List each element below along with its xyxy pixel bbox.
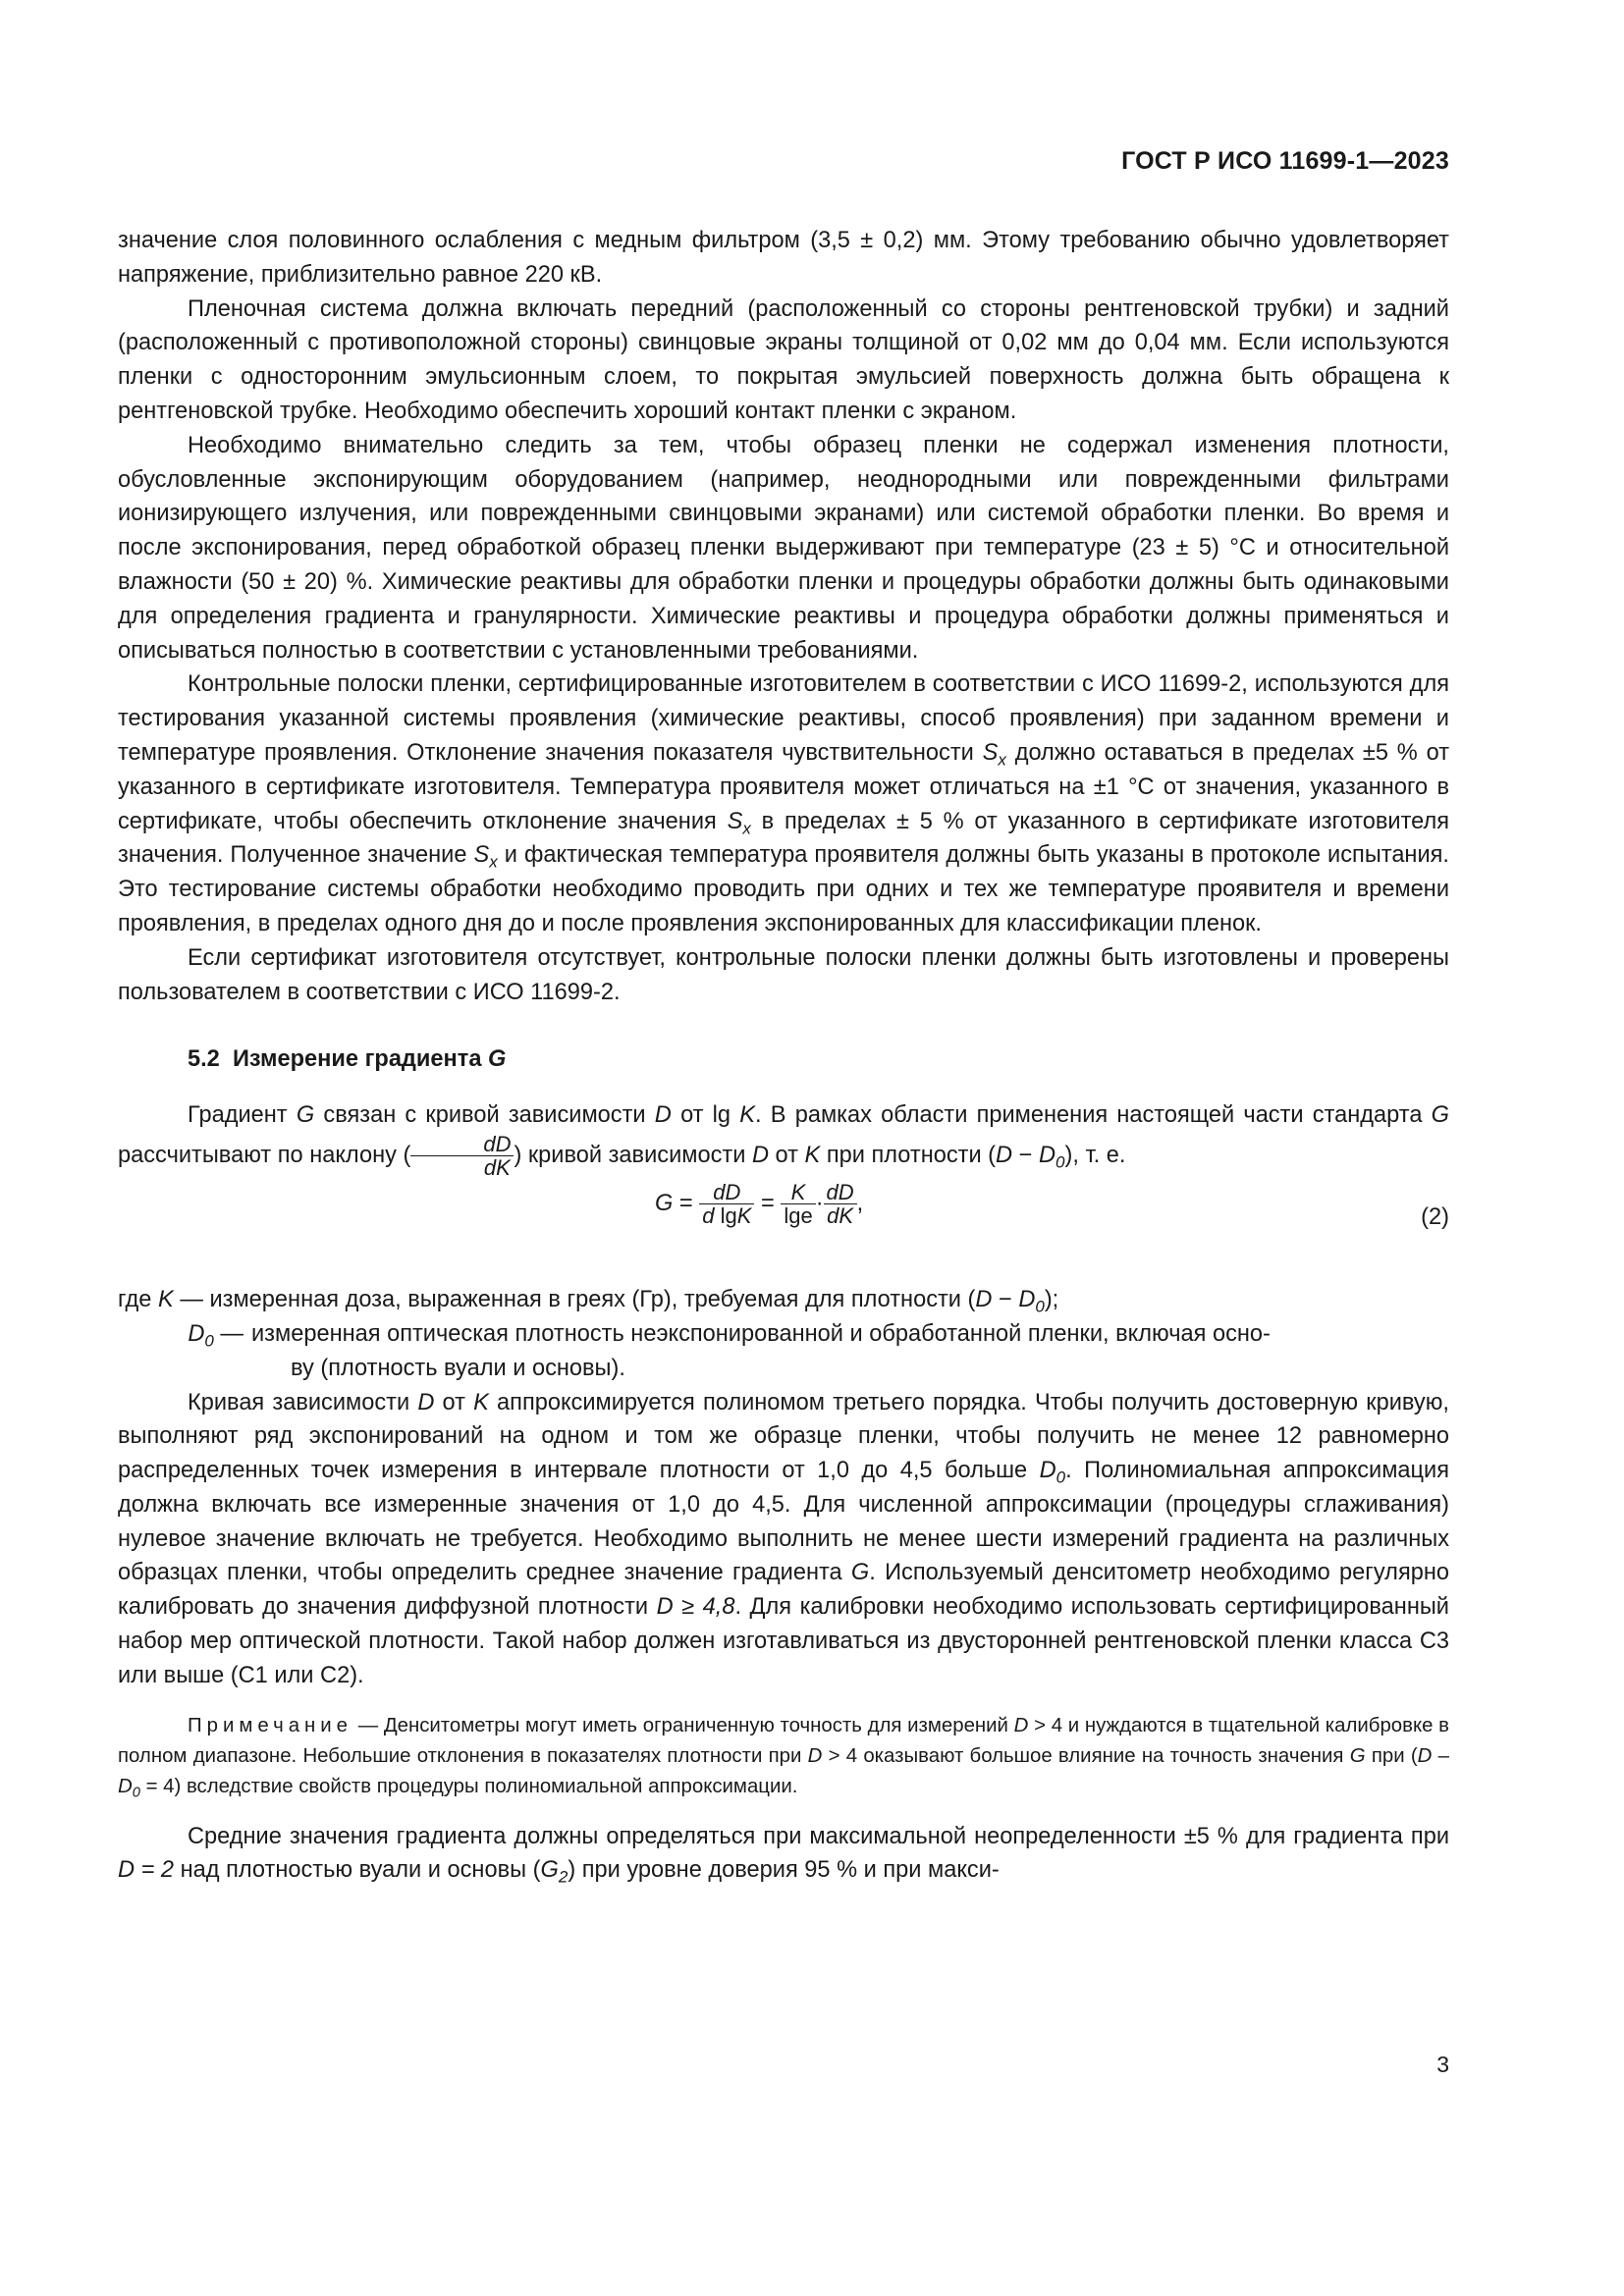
note-label: Примечание	[188, 1714, 353, 1736]
note: Примечание — Денситометры могут иметь ограниченную точность для измерений D > 4 и нуждаются в тщательной калибровке в полном диапазоне. Небольшие отклонения в показателях плотности при D > 4 оказывают большое влияние на точность значения G при $(D - D_0 = 4)$ вследствие свойств процедуры полиномиальной аппроксимации.	[118, 1714, 1449, 1801]
slope-fraction: $\frac{dD}{dK}$	[410, 1133, 514, 1179]
paragraph-4: Контрольные полоски пленки, сертифицированные изготовителем в соответствии с ИСО 11699-2, используются для тестирования указанной системы проявления (химические реактивы, способ проявления) при заданном времени и температуре проявления. Отклонение значения показателя чувствительности $S_x$ должно оставаться в пределах ±5 % от указанного в сертификате изготовителя. Температура проявителя может отличаться на ±1 °С от значения, указанного в сертификате, чтобы обеспечить отклонение значения $S_x$ в пределах ± 5 % от указанного в сертификате изготовителя значения. Полученное значение $S_x$ и фактическая температура проявителя должны быть указаны в протоколе испытания. Это тестирование системы обработки необходимо проводить при одних и тех же температуре проявителя и времени проявления, в пределах одного дня до и после проявления экспонированных для классификации пленок.	[118, 671, 1449, 936]
gradient-paragraph: Градиент G связан с кривой зависимости D от lg K. В рамках области применения настоящей части стандарта G рассчитывают по наклону ( $\frac{dD}{dK}$ ) кривой зависимости D от K при плотности $(D - D_0)$, т. е.	[118, 1102, 1450, 1181]
paragraph-2: Пленочная система должна включать передний (расположенный со стороны рентгеновской трубки) и задний (расположенный с противоположной стороны) свинцовые экраны толщиной от 0,02 мм до 0,04 мм. Если используются пленки с односторонним эмульсионным слоем, то покрытая эмульсией поверхность должна быть обращена к рентгеновской трубке. Необходимо обеспечить хороший контакт пленки с экраном.	[118, 295, 1449, 424]
paragraph-5: Если сертификат изготовителя отсутствует, контрольные полоски пленки должны быть изготовлены и проверены пользователем в соответствии с ИСО 11699-2.	[118, 944, 1449, 1005]
last-paragraph: Средние значения градиента должны определяться при максимальной неопределенности ±5 % для градиента при D = 2 над плотностью вуали и основы $(G_2)$ при уровне доверия 95 % и при макси-	[118, 1823, 1449, 1887]
document-body	[118, 224, 1449, 1888]
paragraph-3: Необходимо внимательно следить за тем, чтобы образец пленки не содержал изменения плотности, обусловленные экспонирующим оборудованием (например, неоднородными или поврежденными фильтрами ионизирующего излучения, или поврежденными свинцовыми экранами) или системой обработки пленки. Во время и после экспонирования, перед обработкой образец пленки выдерживают при температуре (23 ± 5) °С и относительной влажности (50 ± 20) %. Химические реактивы для обработки пленки и процедуры обработки должны быть одинаковыми для определения градиента и гранулярности. Химические реактивы и процедура обработки должны применяться и описываться полностью в соответствии с установленными требованиями.	[118, 432, 1449, 664]
paragraph-1: значение слоя половинного ослабления с медным фильтром (3,5 ± 0,2) мм. Этому требованию обычно удовлетворяет напряжение, приблизительно равное 220 кВ.	[118, 228, 1449, 288]
equation-number: (2)	[1421, 1204, 1449, 1231]
curve-paragraph: Кривая зависимости D от K аппроксимируется полиномом третьего порядка. Чтобы получить достоверную кривую, выполняют ряд экспонирований на одном и том же образце пленки, чтобы получить не менее 12 равномерно распределенных точек измерения в интервале плотности от 1,0 до 4,5 больше $D_0$. Полиномиальная аппроксимация должна включать все измеренные значения от 1,0 до 4,5. Для численной аппроксимации (процедуры сглаживания) нулевое значение включать не требуется. Необходимо выполнить не менее шести измерений градиента на различных образцах пленки, чтобы определить среднее значение градиента G. Используемый денситометр необходимо регулярно калибровать до значения диффузной плотности D ≥ 4,8. Для калибровки необходимо использовать сертифицированный набор мер оптической плотности. Такой набор должен изготавливаться из двусторонней рентгеновской пленки класса С3 или выше (С1 или С2).	[118, 1389, 1449, 1688]
section-heading: 5.2 Измерение градиента G	[188, 1046, 507, 1073]
formula-2	[118, 1181, 1449, 1254]
definition-k: где K — измеренная доза, выраженная в греях (Гр), требуемая для плотности $(D - D_0)$;	[118, 1287, 1059, 1316]
standard-header: ГОСТ Р ИСО 11699-1—2023	[1121, 147, 1449, 175]
gradient-equation: G = $\frac{dD}{\text{d lgK}}$ = $\frac{K}{\lg e}$ · $\frac{dD}{dK}$ ,	[655, 1180, 864, 1229]
definition-d0: $D_0$ — измеренная оптическая плотность неэкспонированной и обработанной пленки, включая осно- ву (плотность вуали и основы).	[188, 1320, 1271, 1381]
page-number: 3	[1436, 2052, 1449, 2077]
